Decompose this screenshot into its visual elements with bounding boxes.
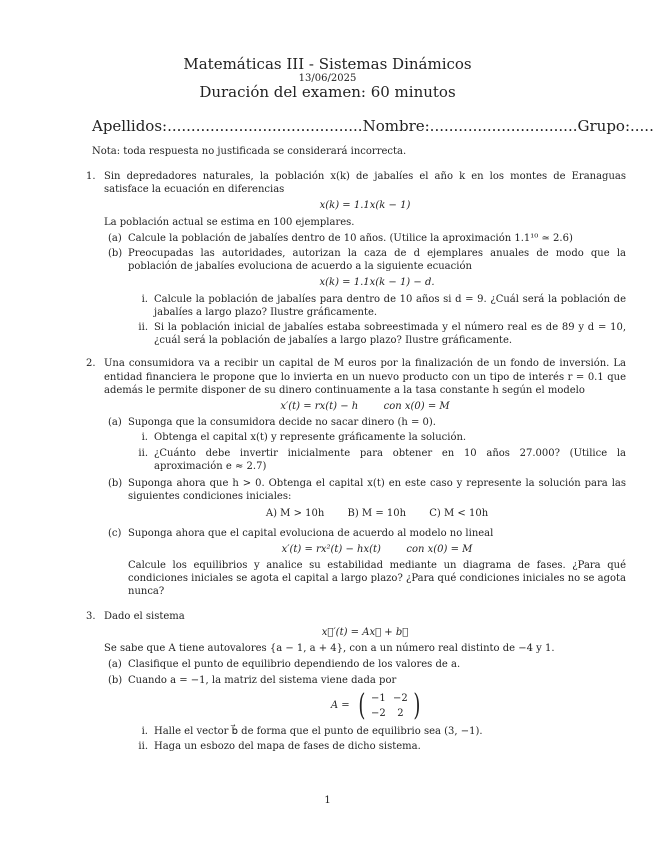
subquestion-b [104, 674, 626, 756]
equation: x′(t) = rx²(t) − hx(t) con x(0) = M [281, 543, 473, 555]
subquestion-text: Suponga que la consumidora decide no sacar dinero (h = 0). [128, 417, 436, 429]
subquestion-text: Preocupadas las autoridades, autorizan la caza de d ejemplares anuales de modo que la población de jabalíes evoluciona de acuerdo a la siguiente ecuación [128, 248, 626, 273]
subquestion-label: (b) [108, 248, 123, 260]
initial-conditions [128, 507, 626, 520]
question-number: 1. [86, 171, 96, 182]
item-label: ii. [138, 447, 148, 459]
grupo-field: Grupo:..... [577, 117, 654, 135]
item-text: ¿Cuánto debe invertir inicialmente para obtener en 10 años 27.000? (Utilice la aproximación e ≈ 2.7) [154, 447, 626, 472]
item-text: Haga un esbozo del mapa de fases de dicho sistema. [154, 740, 421, 752]
subquestion-text: Cuando a = −1, la matriz del sistema viene dada por [128, 674, 397, 686]
subquestion-c [104, 527, 626, 602]
item-label: ii. [138, 740, 148, 752]
subquestion-label: (a) [108, 417, 122, 429]
subquestion-a [104, 658, 626, 671]
item-i [128, 431, 626, 444]
matrix-cell: −1 [371, 692, 386, 704]
subquestion-label: (a) [108, 659, 122, 671]
condition-b: B) M = 10h [347, 508, 407, 520]
question-1 [86, 170, 626, 351]
matrix-cell: 2 [397, 707, 404, 719]
exam-duration: Duración del examen: 60 minutos [199, 83, 456, 101]
matrix-cell: −2 [371, 707, 386, 719]
subquestion-a [104, 416, 626, 475]
question-text: La población actual se estima en 100 ejemplares. [104, 216, 355, 228]
subquestion-text: Calcule los equilibrios y analice su estabilidad mediante un diagrama de fases. ¿Para qué condiciones iniciales se agota el capital a largo plazo? ¿Para qué condiciones iniciales no se agota nunca? [128, 560, 626, 598]
item-ii [128, 740, 626, 753]
subquestion-label: (a) [108, 232, 122, 244]
subquestion-label: (c) [108, 527, 122, 539]
question-text: Se sabe que A tiene autovalores {a − 1, a + 4}, con a un número real distinto de −4 y 1. [104, 643, 555, 655]
item-label: i. [141, 725, 148, 737]
question-2 [86, 357, 626, 603]
matrix-lhs: A = [330, 700, 350, 712]
item-ii [128, 321, 626, 347]
condition-a: A) M > 10h [265, 508, 325, 520]
subquestion-a [104, 232, 626, 245]
nombre-field: Nombre:............................... [362, 117, 578, 135]
exam-date: 13/06/2025 [298, 73, 357, 84]
matrix-cell: −2 [393, 692, 408, 704]
item-i [128, 725, 626, 738]
matrix-a [128, 687, 626, 723]
condition-c: C) M < 10h [429, 508, 489, 520]
subquestion-text: Suponga ahora que h > 0. Obtenga el capital x(t) en este caso y represente la solución para las siguientes condiciones iniciales: [128, 478, 626, 503]
equation: x(k) = 1.1x(k − 1) [319, 200, 411, 212]
equation: x(k) = 1.1x(k − 1) − d. [319, 277, 435, 289]
item-i [128, 293, 626, 319]
item-label: ii. [138, 322, 148, 334]
question-number: 2. [86, 358, 96, 370]
item-text: Halle el vector b⃗ de forma que el punto de equilibrio sea (3, −1). [154, 725, 483, 737]
item-text: Si la población inicial de jabalíes estaba sobreestimada y el número real es de 89 y d = 10, ¿cuál será la población de jabalíes a largo plazo? Ilustre gráficamente. [154, 322, 626, 347]
exam-body [86, 170, 626, 761]
item-ii [128, 447, 626, 473]
subquestion-b [104, 477, 626, 525]
question-text: Una consumidora va a recibir un capital de M euros por la finalización de un fondo de inversión. La entidad financiera le propone que lo invierta en un nuevo producto con un tipo de interés r = 0.1 que además le permite disponer de su dinero continuamente a la tasa constante h según el modelo [104, 358, 626, 396]
subquestion-text: Clasifique el punto de equilibrio dependiendo de los valores de a. [128, 659, 461, 671]
student-info-row [92, 117, 654, 135]
equation: x′(t) = rx(t) − h con x(0) = M [280, 401, 450, 413]
page-number: 1 [324, 795, 331, 806]
item-label: i. [141, 432, 148, 444]
item-text: Calcule la población de jabalíes para dentro de 10 años si d = 9. ¿Cuál será la población de jabalíes a largo plazo? Ilustre gráficamente. [154, 293, 626, 318]
subquestion-label: (b) [108, 478, 123, 490]
subquestion-b [104, 247, 626, 349]
question-number: 3. [86, 610, 96, 622]
exam-header [0, 56, 655, 101]
left-paren: ( [358, 687, 366, 723]
question-3 [86, 610, 626, 757]
equation: x⃗′(t) = Ax⃗ + b⃗ [321, 626, 409, 638]
subquestion-text: Suponga ahora que el capital evoluciona de acuerdo al modelo no lineal [128, 527, 494, 539]
question-text: Sin depredadores naturales, la población x(k) de jabalíes el año k en los montes de Eranaguas satisface la ecuación en diferencias [104, 171, 626, 196]
item-label: i. [141, 293, 148, 305]
exam-note: Nota: toda respuesta no justificada se considerará incorrecta. [92, 146, 407, 157]
subquestion-label: (b) [108, 674, 123, 686]
right-paren: ) [413, 687, 421, 723]
question-text: Dado el sistema [104, 610, 185, 622]
item-text: Obtenga el capital x(t) y represente gráficamente la solución. [154, 432, 467, 444]
subquestion-text: Calcule la población de jabalíes dentro de 10 años. (Utilice la aproximación 1.1¹⁰ ≃ 2.6) [128, 232, 573, 244]
apellidos-field: Apellidos:......................................... [92, 117, 363, 135]
exam-title: Matemáticas III - Sistemas Dinámicos [183, 55, 472, 73]
